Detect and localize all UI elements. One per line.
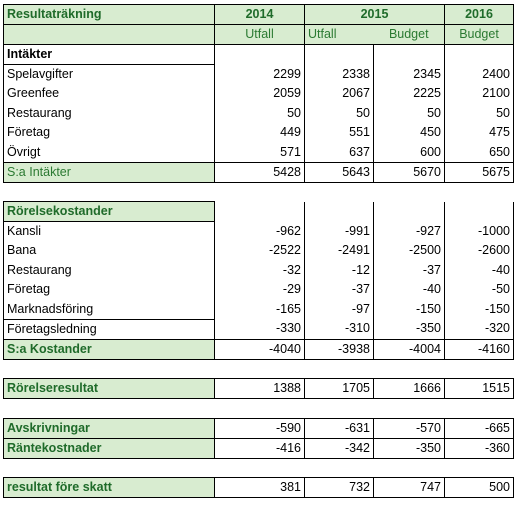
header-blank bbox=[4, 25, 215, 45]
cell-2014: 2299 bbox=[215, 65, 305, 85]
row-label: Företag bbox=[4, 280, 215, 300]
cell-2015-budget: -570 bbox=[374, 418, 445, 438]
row-label: Företagsledning bbox=[4, 319, 215, 339]
table-row bbox=[4, 241, 514, 261]
cell-2015-utfall: -97 bbox=[305, 300, 374, 320]
cell-2015-budget: 600 bbox=[374, 143, 445, 163]
cell-2015-utfall: -991 bbox=[305, 222, 374, 242]
cell-2014: 50 bbox=[215, 104, 305, 124]
cell-2016-budget: -4160 bbox=[445, 339, 514, 359]
header-year-row bbox=[4, 5, 514, 25]
cell-2015-budget: -350 bbox=[374, 319, 445, 339]
income-heading-row bbox=[4, 45, 514, 65]
table-row bbox=[4, 300, 514, 320]
cell-2014: -416 bbox=[215, 438, 305, 458]
cell-2014: -29 bbox=[215, 280, 305, 300]
cell-2015-budget: 2225 bbox=[374, 84, 445, 104]
cell-2016-budget: -50 bbox=[445, 280, 514, 300]
cell-2015-utfall: -310 bbox=[305, 319, 374, 339]
table-row bbox=[4, 123, 514, 143]
cell-2016-budget: -1000 bbox=[445, 222, 514, 242]
header-sub-row bbox=[4, 25, 514, 45]
year-2016: 2016 bbox=[445, 5, 514, 25]
cell-2014: 2059 bbox=[215, 84, 305, 104]
cell-2015-utfall: 2338 bbox=[305, 65, 374, 85]
cell-2014: -962 bbox=[215, 222, 305, 242]
row-label: Företag bbox=[4, 123, 215, 143]
pretax-result-label: resultat före skatt bbox=[4, 478, 215, 498]
table-row bbox=[4, 222, 514, 242]
cell-2015-utfall: -37 bbox=[305, 280, 374, 300]
cell-2015-utfall: 732 bbox=[305, 478, 374, 498]
row-label: Restaurang bbox=[4, 104, 215, 124]
table-row bbox=[4, 104, 514, 124]
row-label: Bana bbox=[4, 241, 215, 261]
cell-2015-utfall: -3938 bbox=[305, 339, 374, 359]
table-row bbox=[4, 261, 514, 281]
operating-result-label: Rörelseresultat bbox=[4, 379, 215, 399]
cell-2016-budget: 500 bbox=[445, 478, 514, 498]
cell-2014: -330 bbox=[215, 319, 305, 339]
cell-2015-budget: -37 bbox=[374, 261, 445, 281]
costs-total-label: S:a Kostander bbox=[4, 339, 215, 359]
cell-2015-utfall: 2067 bbox=[305, 84, 374, 104]
costs-heading-row bbox=[4, 202, 514, 222]
costs-total-row bbox=[4, 339, 514, 359]
row-label: Spelavgifter bbox=[4, 65, 215, 85]
table-row bbox=[4, 143, 514, 163]
cell-2015-utfall: 1705 bbox=[305, 379, 374, 399]
cell-2015-utfall: -2491 bbox=[305, 241, 374, 261]
cell-2016-budget: -320 bbox=[445, 319, 514, 339]
table-row bbox=[4, 280, 514, 300]
cell-2016-budget: -360 bbox=[445, 438, 514, 458]
row-label: Restaurang bbox=[4, 261, 215, 281]
cell-2016-budget: -665 bbox=[445, 418, 514, 438]
table-row bbox=[4, 65, 514, 85]
interest-label: Räntekostnader bbox=[4, 438, 215, 458]
cell-2014: -2522 bbox=[215, 241, 305, 261]
cell-2016-budget: 50 bbox=[445, 104, 514, 124]
cell-2016-budget: 650 bbox=[445, 143, 514, 163]
cell-2015-budget: 5670 bbox=[374, 162, 445, 182]
subhead-2015-budget: Budget bbox=[374, 25, 445, 45]
cell-2015-budget: -150 bbox=[374, 300, 445, 320]
cell-2014: 1388 bbox=[215, 379, 305, 399]
cell-2015-budget: 747 bbox=[374, 478, 445, 498]
interest-row bbox=[4, 438, 514, 458]
cell-2016-budget: 1515 bbox=[445, 379, 514, 399]
income-statement-table bbox=[3, 4, 514, 498]
cell-2014: 571 bbox=[215, 143, 305, 163]
cell-2014: -32 bbox=[215, 261, 305, 281]
costs-heading: Rörelsekostander bbox=[4, 202, 215, 222]
cell-2014: 381 bbox=[215, 478, 305, 498]
cell-2015-budget: 50 bbox=[374, 104, 445, 124]
income-heading: Intäkter bbox=[4, 45, 215, 65]
income-total-row bbox=[4, 162, 514, 182]
cell-2015-budget: -927 bbox=[374, 222, 445, 242]
income-total-label: S:a Intäkter bbox=[4, 162, 215, 182]
cell-2016-budget: -150 bbox=[445, 300, 514, 320]
cell-2015-budget: 2345 bbox=[374, 65, 445, 85]
row-label: Marknadsföring bbox=[4, 300, 215, 320]
cell-2015-budget: 1666 bbox=[374, 379, 445, 399]
cell-2015-utfall: 5643 bbox=[305, 162, 374, 182]
operating-result-row bbox=[4, 379, 514, 399]
cell-2016-budget: -2600 bbox=[445, 241, 514, 261]
row-label: Kansli bbox=[4, 222, 215, 242]
cell-2016-budget: 5675 bbox=[445, 162, 514, 182]
cell-2015-utfall: 551 bbox=[305, 123, 374, 143]
cell-2014: -165 bbox=[215, 300, 305, 320]
cell-2015-utfall: 50 bbox=[305, 104, 374, 124]
table-row bbox=[4, 84, 514, 104]
cell-2014: -4040 bbox=[215, 339, 305, 359]
depreciation-label: Avskrivningar bbox=[4, 418, 215, 438]
subhead-2016-budget: Budget bbox=[445, 25, 514, 45]
cell-2015-utfall: -12 bbox=[305, 261, 374, 281]
cell-2015-utfall: -342 bbox=[305, 438, 374, 458]
cell-2015-budget: -40 bbox=[374, 280, 445, 300]
cell-2016-budget: 2400 bbox=[445, 65, 514, 85]
cell-2014: 449 bbox=[215, 123, 305, 143]
cell-2016-budget: -40 bbox=[445, 261, 514, 281]
row-label: Greenfee bbox=[4, 84, 215, 104]
year-2015: 2015 bbox=[305, 5, 445, 25]
cell-2016-budget: 2100 bbox=[445, 84, 514, 104]
cell-2015-budget: -4004 bbox=[374, 339, 445, 359]
depreciation-row bbox=[4, 418, 514, 438]
table-row bbox=[4, 319, 514, 339]
subhead-2015-utfall: Utfall bbox=[305, 25, 374, 45]
cell-2015-utfall: 637 bbox=[305, 143, 374, 163]
cell-2015-budget: 450 bbox=[374, 123, 445, 143]
table-title: Resultaträkning bbox=[4, 5, 215, 25]
cell-2016-budget: 475 bbox=[445, 123, 514, 143]
cell-2015-budget: -2500 bbox=[374, 241, 445, 261]
cell-2014: 5428 bbox=[215, 162, 305, 182]
pretax-result-row bbox=[4, 478, 514, 498]
cell-2014: -590 bbox=[215, 418, 305, 438]
row-label: Övrigt bbox=[4, 143, 215, 163]
year-2014: 2014 bbox=[215, 5, 305, 25]
cell-2015-utfall: -631 bbox=[305, 418, 374, 438]
cell-2015-budget: -350 bbox=[374, 438, 445, 458]
subhead-2014-utfall: Utfall bbox=[215, 25, 305, 45]
